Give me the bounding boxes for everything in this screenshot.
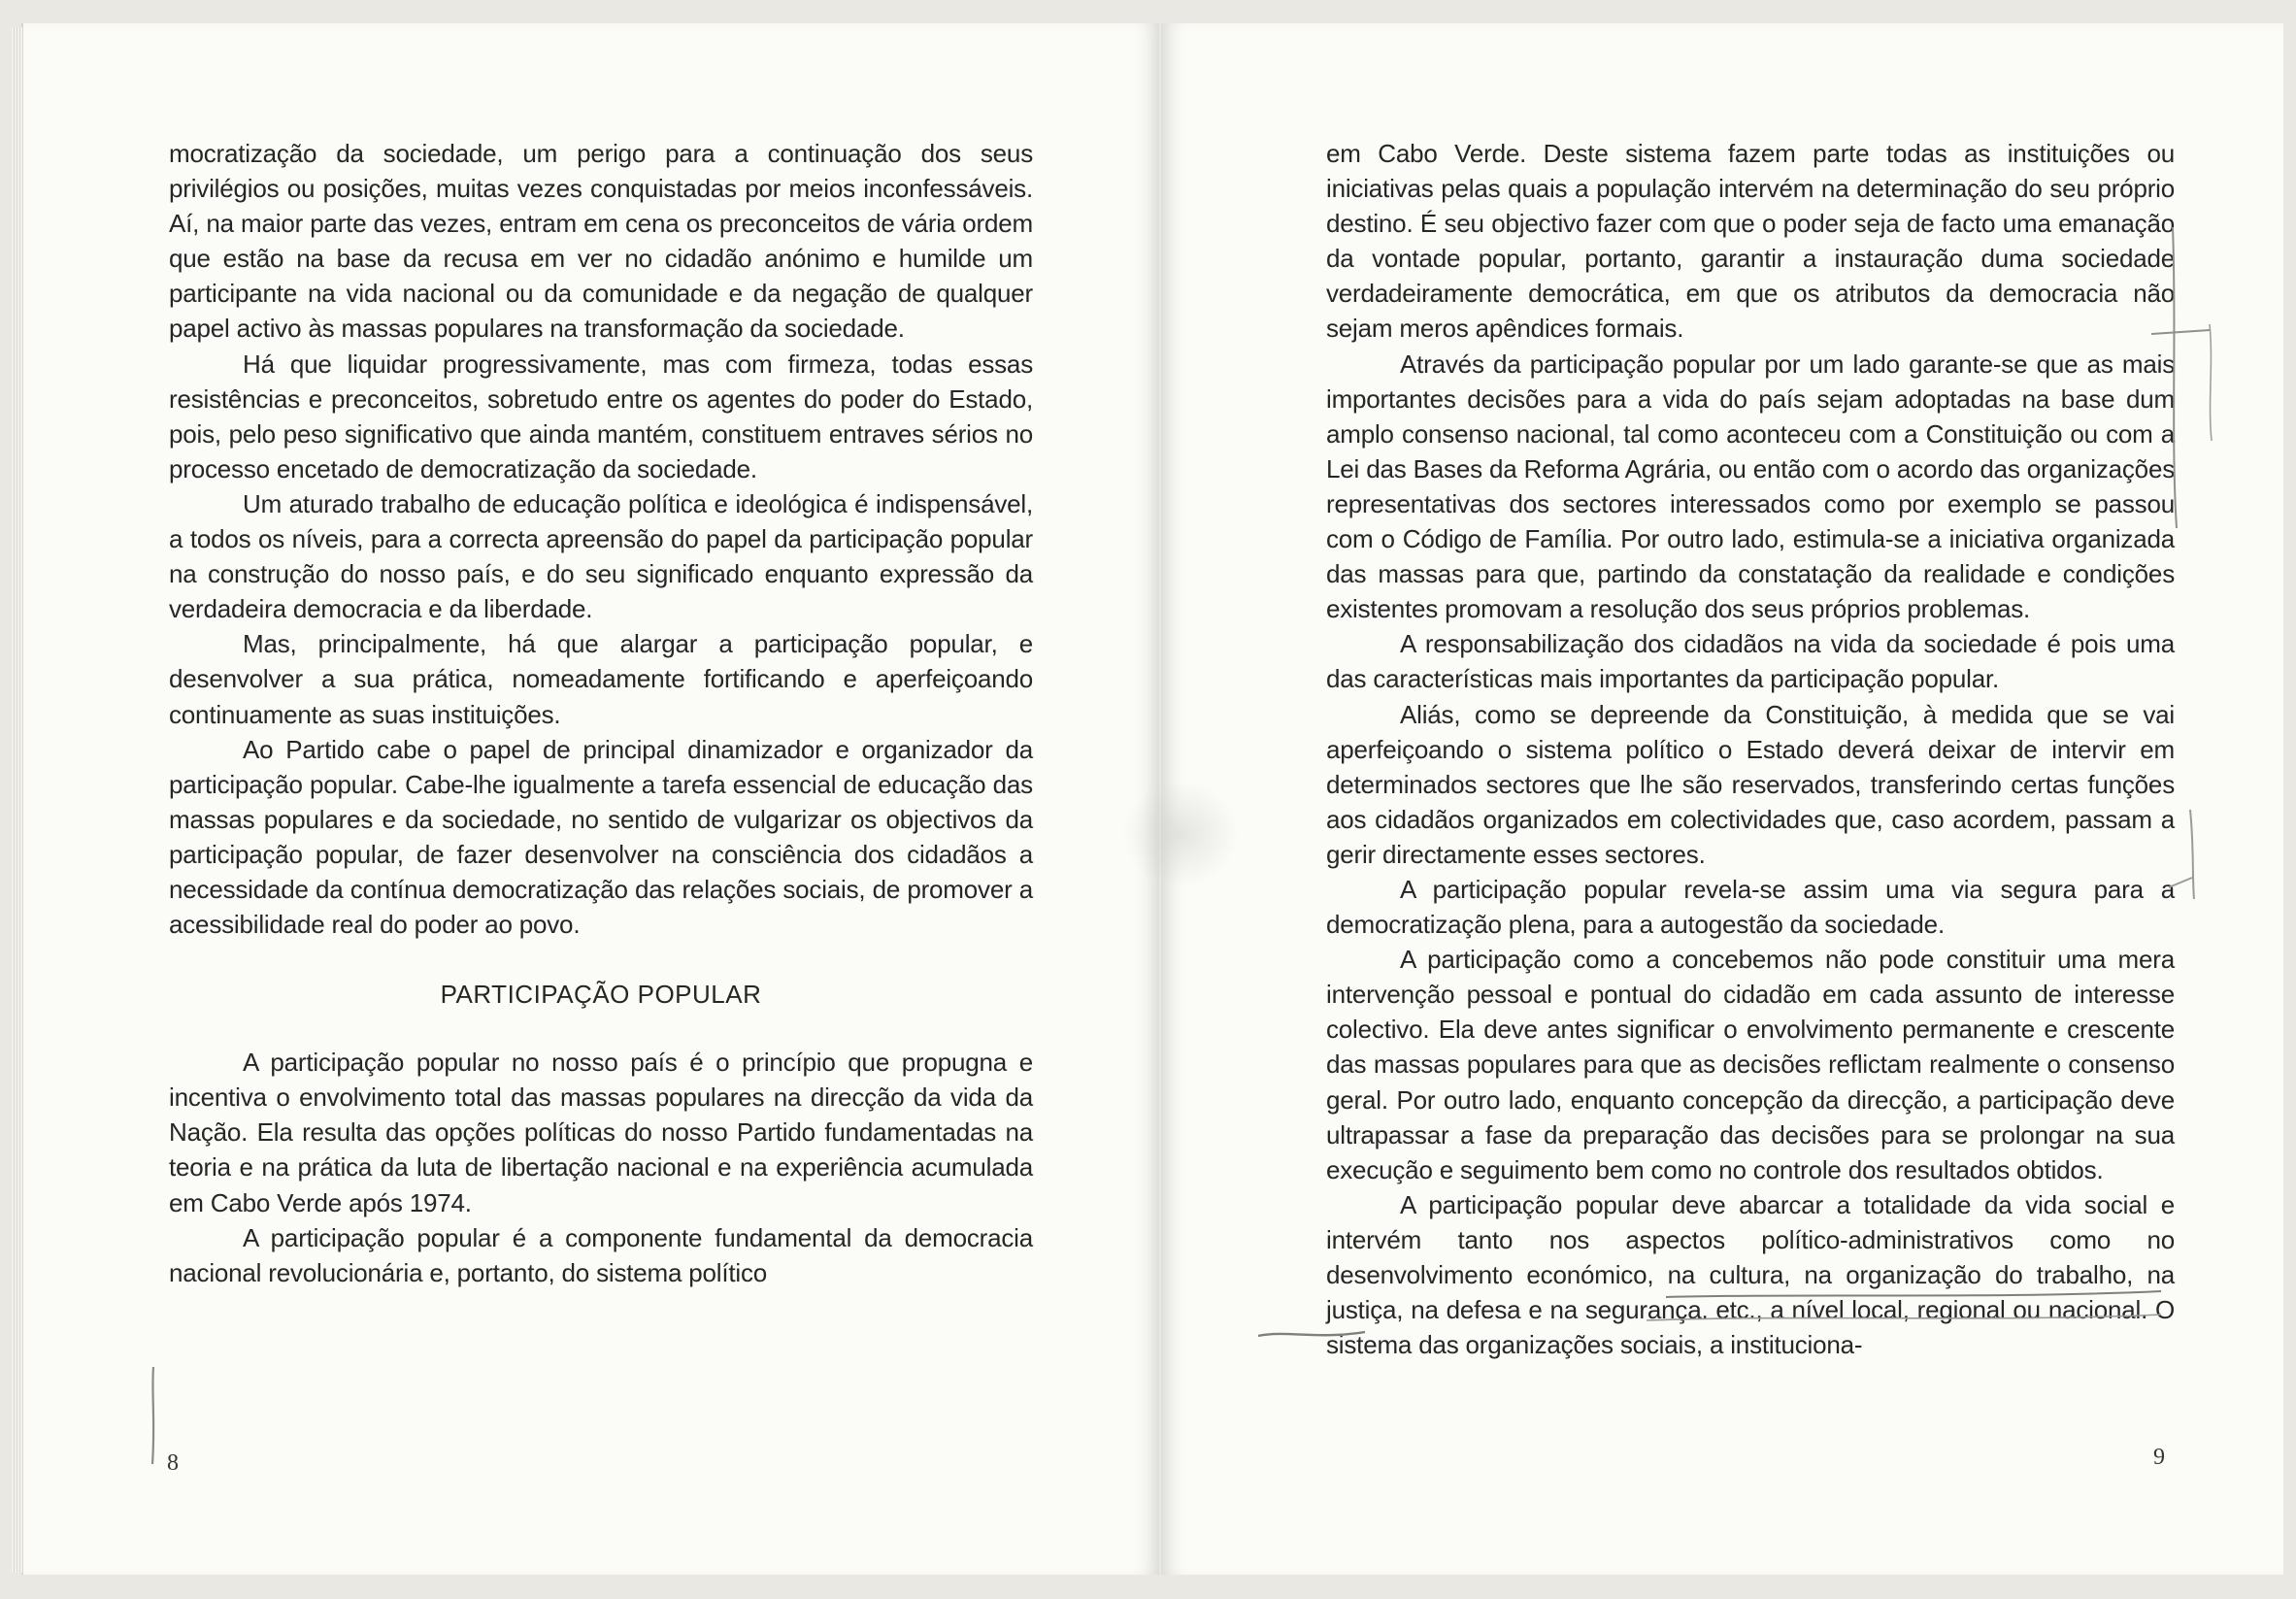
pencil-margin-mark (144, 1363, 163, 1470)
paragraph: A participação popular revela-se assim uma via segura para a democratização plena, para a autogestão da sociedade. (1326, 874, 2175, 940)
book-spread (21, 23, 2283, 1579)
left-text-column (169, 136, 1033, 1290)
paragraph: Mas, principalmente, há que alargar a participação popular, e desenvolver a sua prática, nomeadamente fortificando e aperfeiçoando continuamente as suas instituições. (169, 629, 1033, 729)
right-page (1161, 23, 2283, 1575)
page-edges (12, 27, 23, 1573)
paragraph: Através da participação popular por um lado garante-se que as mais importantes decisões para a vida do país sejam adoptadas na base dum amplo consenso nacional, tal como aconteceu com a Constituição ou com a Lei das Bases da Reforma Agrária, ou então com o acordo das organizações representativas dos sectores interessados como por exemplo se passou com o Código de Família. Por outro lado, estimula-se a iniciativa organizada das massas para que, partindo da constatação da realidade e condições existentes promovam a resolução dos seus próprios problemas. (1326, 349, 2175, 624)
left-page (21, 23, 1159, 1575)
paragraph: mocratização da sociedade, um perigo para a continuação dos seus privilégios ou posições, muitas vezes conquistadas por meios inconfessáveis. Aí, na maior parte das vezes, entram em cena os preconceitos de vária ordem que estão na base da recusa em ver no cidadão anónimo e humilde um participante na vida nacional ou da comunidade e da negação de qualquer papel activo às massas populares na transformação da sociedade. (169, 139, 1033, 344)
paragraph: A participação popular é a componente fundamental da democracia nacional revolucionária e, portanto, do sistema político (169, 1222, 1033, 1287)
paragraph: em Cabo Verde. Deste sistema fazem parte todas as instituições ou iniciativas pelas quais a população intervém na determinação do seu próprio destino. É seu objectivo fazer com que o poder seja de facto uma emanação da vontade popular, portanto, garantir a instauração duma sociedade verdadeiramente democrática, em que os atributos da democracia não sejam meros apêndices formais. (1326, 139, 2175, 344)
paragraph: A participação popular no nosso país é o princípio que propugna e incentiva o envolvimento total das massas populares na direcção da vida da Nação. Ela resulta das opções políticas do nosso Partido fundamentadas na teoria e na prática da luta de libertação nacional e na experiência acumulada em Cabo Verde após 1974. (169, 1048, 1033, 1217)
paragraph: A participação como a concebemos não pode constituir uma mera intervenção pessoal e pontual do cidadão em cada assunto de interesse colectivo. Ela deve antes significar o envolvimento permanente e crescente das massas populares para que as decisões reflictam realmente o consenso geral. Por outro lado, enquanto concepção da direcção, a participação deve ultrapassar a fase da preparação das decisões para se prolongar na sua execução e seguimento bem como no controle dos resultados obtidos. (1326, 945, 2175, 1184)
section-heading: PARTICIPAÇÃO POPULAR (440, 980, 762, 1010)
paragraph: A participação popular deve abarcar a totalidade da vida social e intervém tanto nos aspectos político-administrativos como no desenvolvimento económico, na cultura, na organização do trabalho, na justiça, na defesa e na segurança. etc., a nível local, regional ou nacional. O sistema das organizações sociais, a instituciona- (1326, 1189, 2175, 1360)
paragraph: Um aturado trabalho de educação política e ideológica é indispensável, a todos os níveis, para a correcta apreensão do papel da participação popular na construção do nosso país, e do seu significado enquanto expressão da verdadeira democracia e da liberdade. (169, 488, 1033, 624)
right-text-column (1326, 136, 2175, 1362)
page-number: 9 (2153, 1445, 2165, 1470)
paragraph: Ao Partido cabe o papel de principal dinamizador e organizador da participação popular. Cabe-lhe igualmente a tarefa essencial de educação das massas populares e da sociedade, no sentido de vulgarizar os objectivos da participação popular, de fazer desenvolver na consciência dos cidadãos a necessidade da contínua democratização das relações sociais, de promover a acessibilidade real do poder ao povo. (169, 734, 1033, 940)
page-number: 8 (167, 1450, 179, 1476)
paper-bleed (1122, 781, 1239, 887)
paragraph: Aliás, como se depreende da Constituição, à medida que se vai aperfeiçoando o sistema político o Estado deverá deixar de intervir em determinados sectores que lhe são reservados, transferindo certas funções aos cidadãos organizados em colectividades que, caso acordem, passam a gerir directamente esses sectores. (1326, 699, 2175, 869)
paragraph: Há que liquidar progressivamente, mas com firmeza, todas essas resistências e preconceitos, sobretudo entre os agentes do poder do Estado, pois, pelo peso significativo que ainda mantém, constituem entraves sérios no processo encetado de democratização da sociedade. (169, 349, 1033, 483)
paragraph: A responsabilização dos cidadãos na vida da sociedade é pois uma das características mais importantes da participação popular. (1326, 629, 2175, 694)
